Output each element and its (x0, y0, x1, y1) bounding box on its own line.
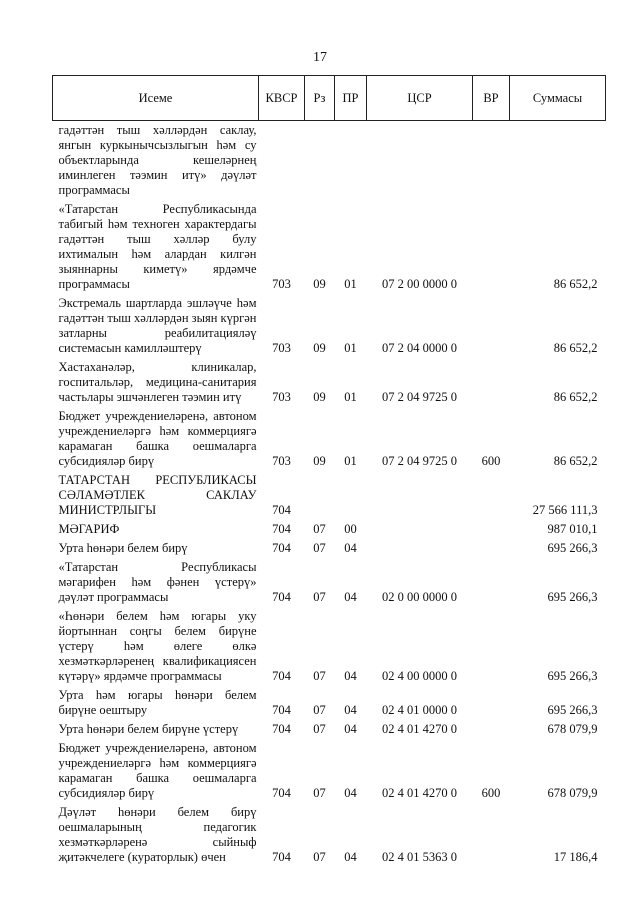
cell-sum: 678 079,9 (547, 722, 598, 736)
cell-rz: 07 (313, 722, 326, 736)
cell-vr (473, 720, 510, 739)
header-name: Исеме (53, 76, 259, 121)
cell-kvsr: 703 (272, 277, 291, 291)
cell-rz (305, 121, 335, 201)
cell-csr: 02 4 01 4270 0 (382, 786, 457, 800)
page-number: 17 (313, 50, 327, 65)
cell-pr: 01 (344, 277, 357, 291)
cell-name: «Һөнәри белем һәм югары уку йортыннан соңгы белем бирүне үстерү һәм өлеге өлкә хезмәткәрләренең квалификациясен күтәрү» ярдәмче программасы (58, 609, 257, 683)
cell-rz: 09 (313, 390, 326, 404)
cell-kvsr: 704 (272, 850, 291, 864)
cell-name: Хастаханәләр, клиникалар, госпитальләр, медицина-санитария частьлары эшчәнлеген тәэмин итү (58, 360, 257, 404)
header-sum: Суммасы (510, 76, 606, 121)
cell-rz: 07 (313, 669, 326, 683)
cell-vr (473, 471, 510, 520)
table-row (53, 121, 606, 201)
cell-kvsr: 704 (272, 522, 291, 536)
cell-sum: 678 079,9 (547, 786, 598, 800)
cell-name: Урта һөнәри белем бирү (58, 541, 188, 555)
cell-vr (473, 686, 510, 720)
budget-table (52, 75, 606, 867)
cell-csr (367, 471, 473, 520)
cell-sum: 27 566 111,3 (532, 503, 598, 517)
cell-sum: 86 652,2 (553, 277, 598, 291)
cell-name: МӘГАРИФ (58, 522, 120, 536)
cell-rz (305, 471, 335, 520)
table-row (53, 358, 606, 407)
cell-csr: 02 4 00 0000 0 (382, 669, 457, 683)
cell-kvsr: 703 (272, 390, 291, 404)
cell-csr: 02 4 01 5363 0 (382, 850, 457, 864)
table-row (53, 720, 606, 739)
cell-pr: 00 (344, 522, 357, 536)
header-rz: Рз (305, 76, 335, 121)
cell-name: гадәттән тыш хәлләрдән саклау, янгын куркынычсызлыгын һәм су объектларында кешеләрнең иминлеген тәэмин итү» дәүләт программасы (58, 123, 257, 197)
table-row (53, 607, 606, 686)
table-row (53, 200, 606, 294)
cell-kvsr: 703 (272, 341, 291, 355)
cell-pr: 01 (344, 454, 357, 468)
cell-rz: 07 (313, 590, 326, 604)
cell-csr: 02 0 00 0000 0 (382, 590, 457, 604)
cell-csr: 02 4 01 4270 0 (382, 722, 457, 736)
cell-rz: 07 (313, 786, 326, 800)
table-row (53, 520, 606, 539)
cell-pr: 04 (344, 722, 357, 736)
cell-vr (473, 358, 510, 407)
cell-name: Дәүләт һөнәри белем бирү оешмаларының педагогик хезмәткәрләренә сыйныф җитәкчелеге (кураторлык) өчен (58, 805, 257, 864)
table-row (53, 294, 606, 358)
cell-sum: 695 266,3 (547, 590, 598, 604)
cell-pr: 04 (344, 541, 357, 555)
table-header-row (53, 76, 606, 121)
cell-kvsr: 704 (272, 503, 291, 517)
cell-kvsr: 704 (272, 786, 291, 800)
cell-csr (367, 520, 473, 539)
cell-kvsr: 704 (272, 722, 291, 736)
cell-csr: 07 2 04 0000 0 (382, 341, 457, 355)
cell-vr (473, 539, 510, 558)
cell-csr (367, 121, 473, 201)
cell-pr: 01 (344, 390, 357, 404)
cell-vr: 600 (481, 454, 501, 468)
table-row (53, 407, 606, 471)
cell-rz: 07 (313, 850, 326, 864)
header-kvsr: КВСР (259, 76, 305, 121)
table-row (53, 803, 606, 867)
cell-csr: 07 2 04 9725 0 (382, 390, 457, 404)
cell-sum: 695 266,3 (547, 703, 598, 717)
cell-pr (335, 471, 367, 520)
header-csr: ЦСР (367, 76, 473, 121)
cell-sum: 695 266,3 (547, 669, 598, 683)
table-row (53, 739, 606, 803)
cell-name: Урта һәм югары һөнәри белем бирүне оештыру (58, 688, 257, 717)
cell-rz: 07 (313, 522, 326, 536)
cell-vr: 600 (481, 786, 501, 800)
table-row (53, 686, 606, 720)
cell-csr: 07 2 00 0000 0 (382, 277, 457, 291)
cell-vr (473, 607, 510, 686)
cell-sum: 695 266,3 (547, 541, 598, 555)
cell-vr (473, 294, 510, 358)
header-vr: ВР (473, 76, 510, 121)
cell-kvsr: 704 (272, 590, 291, 604)
cell-rz: 09 (313, 341, 326, 355)
cell-name: Бюджет учреждениеләренә, автоном учреждениеләргә һәм коммерциягә карамаган башка оешмаларга субсидияләр бирү (58, 409, 257, 468)
cell-pr: 04 (344, 786, 357, 800)
cell-pr: 01 (344, 341, 357, 355)
cell-sum: 987 010,1 (547, 522, 598, 536)
cell-pr: 04 (344, 703, 357, 717)
cell-vr (473, 558, 510, 607)
cell-kvsr: 704 (272, 703, 291, 717)
cell-sum (510, 121, 606, 201)
cell-csr (367, 539, 473, 558)
cell-kvsr: 703 (272, 454, 291, 468)
cell-vr (473, 200, 510, 294)
cell-pr: 04 (344, 669, 357, 683)
cell-vr (473, 520, 510, 539)
cell-name: Бюджет учреждениеләренә, автоном учреждениеләргә һәм коммерциягә карамаган башка оешмаларга субсидияләр бирү (58, 741, 257, 800)
cell-rz: 07 (313, 541, 326, 555)
cell-vr (473, 121, 510, 201)
cell-pr: 04 (344, 850, 357, 864)
cell-rz: 09 (313, 277, 326, 291)
cell-csr: 02 4 01 0000 0 (382, 703, 457, 717)
cell-csr: 07 2 04 9725 0 (382, 454, 457, 468)
cell-name: «Татарстан Республикасында табигый һәм техноген характердагы гадәттән тыш хәлләр булу ихтималын һәм алардан килгән зыяннарны киметү» ярдәмче программасы (58, 202, 257, 291)
cell-name: «Татарстан Республикасы мәгарифен һәм фәнен үстерү» дәүләт программасы (58, 560, 257, 604)
table-row (53, 471, 606, 520)
cell-kvsr (259, 121, 305, 201)
cell-vr (473, 803, 510, 867)
cell-rz: 09 (313, 454, 326, 468)
table-row (53, 539, 606, 558)
cell-name: Урта һөнәри белем бирүне үстерү (58, 722, 239, 736)
cell-sum: 86 652,2 (553, 341, 598, 355)
header-pr: ПР (335, 76, 367, 121)
cell-sum: 86 652,2 (553, 390, 598, 404)
cell-sum: 17 186,4 (553, 850, 598, 864)
cell-rz: 07 (313, 703, 326, 717)
cell-pr (335, 121, 367, 201)
cell-kvsr: 704 (272, 669, 291, 683)
cell-pr: 04 (344, 590, 357, 604)
cell-name: ТАТАРСТАН РЕСПУБЛИКАСЫ СӘЛАМӘТЛЕК САКЛАУ МИНИСТРЛЫГЫ (58, 473, 257, 517)
table-row (53, 558, 606, 607)
cell-kvsr: 704 (272, 541, 291, 555)
cell-name: Экстремаль шартларда эшләүче һәм гадәттән тыш хәлләрдән зыян күргән затларны реабилитацияләү системасын камилләштерү (58, 296, 257, 355)
cell-sum: 86 652,2 (553, 454, 598, 468)
